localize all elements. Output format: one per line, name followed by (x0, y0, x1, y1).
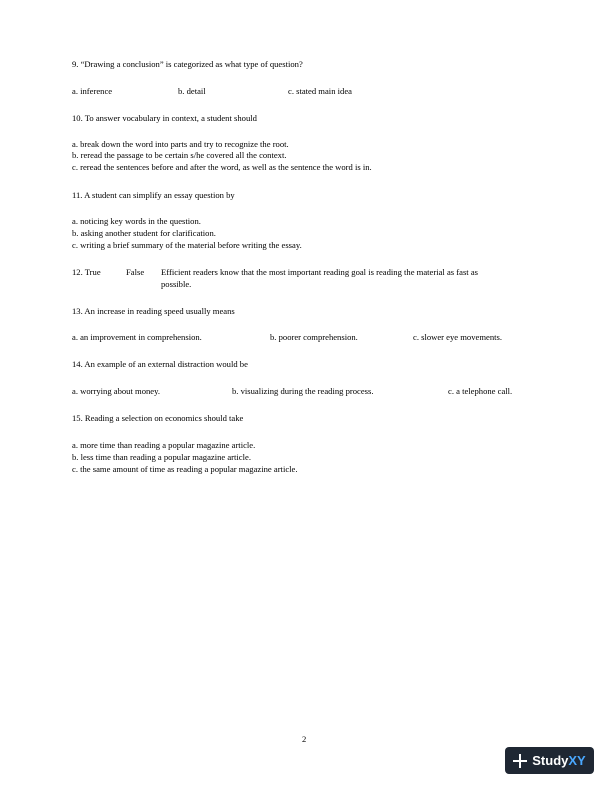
studyxy-logo (505, 747, 594, 774)
question-9-option-c: c. stated main idea (288, 86, 352, 96)
question-13-option-c: c. slower eye movements. (413, 332, 503, 342)
question-15-option-a: a. more time than reading a popular magazine article. (72, 440, 256, 450)
question-15-option-c: c. the same amount of time as reading a popular magazine article. (72, 464, 298, 474)
question-15-option-b: b. less time than reading a popular magazine article. (72, 452, 251, 462)
question-9-stem: 9. “Drawing a conclusion” is categorized as what type of question? (72, 59, 303, 69)
question-12-false-label: False (126, 267, 145, 277)
question-10-option-a: a. break down the word into parts and try to recognize the root. (72, 139, 289, 149)
question-9-option-a: a. inference (72, 86, 113, 96)
question-13-option-a: a. an improvement in comprehension. (72, 332, 202, 342)
question-9-option-b: b. detail (178, 86, 206, 96)
question-10-option-c: c. reread the sentences before and after the word, as well as the sentence the word is in. (72, 162, 372, 172)
question-13-option-b: b. poorer comprehension. (270, 332, 358, 342)
question-11-option-a: a. noticing key words in the question. (72, 216, 201, 226)
question-11-option-c: c. writing a brief summary of the material before writing the essay. (72, 240, 302, 250)
question-15-stem: 15. Reading a selection on economics should take (72, 413, 244, 423)
question-12-number-true: 12. True (72, 267, 101, 277)
question-14-option-b: b. visualizing during the reading process. (232, 386, 374, 396)
page-number: 2 (302, 734, 307, 744)
question-14-option-c: c. a telephone call. (448, 386, 513, 396)
logo-text-main: Study (532, 753, 569, 768)
question-10-option-b: b. reread the passage to be certain s/he covered all the context. (72, 150, 287, 160)
question-12-statement-line-1: Efficient readers know that the most important reading goal is reading the material as fast as (161, 267, 478, 277)
logo-text-accent: XY (568, 753, 586, 768)
question-13-stem: 13. An increase in reading speed usually means (72, 306, 235, 316)
question-12-statement-line-2: possible. (161, 279, 192, 289)
plus-icon (513, 754, 527, 768)
question-10-stem: 10. To answer vocabulary in context, a student should (72, 113, 257, 123)
question-14-stem: 14. An example of an external distraction would be (72, 359, 248, 369)
question-11-stem: 11. A student can simplify an essay question by (72, 190, 235, 200)
question-14-option-a: a. worrying about money. (72, 386, 160, 396)
question-11-option-b: b. asking another student for clarification. (72, 228, 216, 238)
